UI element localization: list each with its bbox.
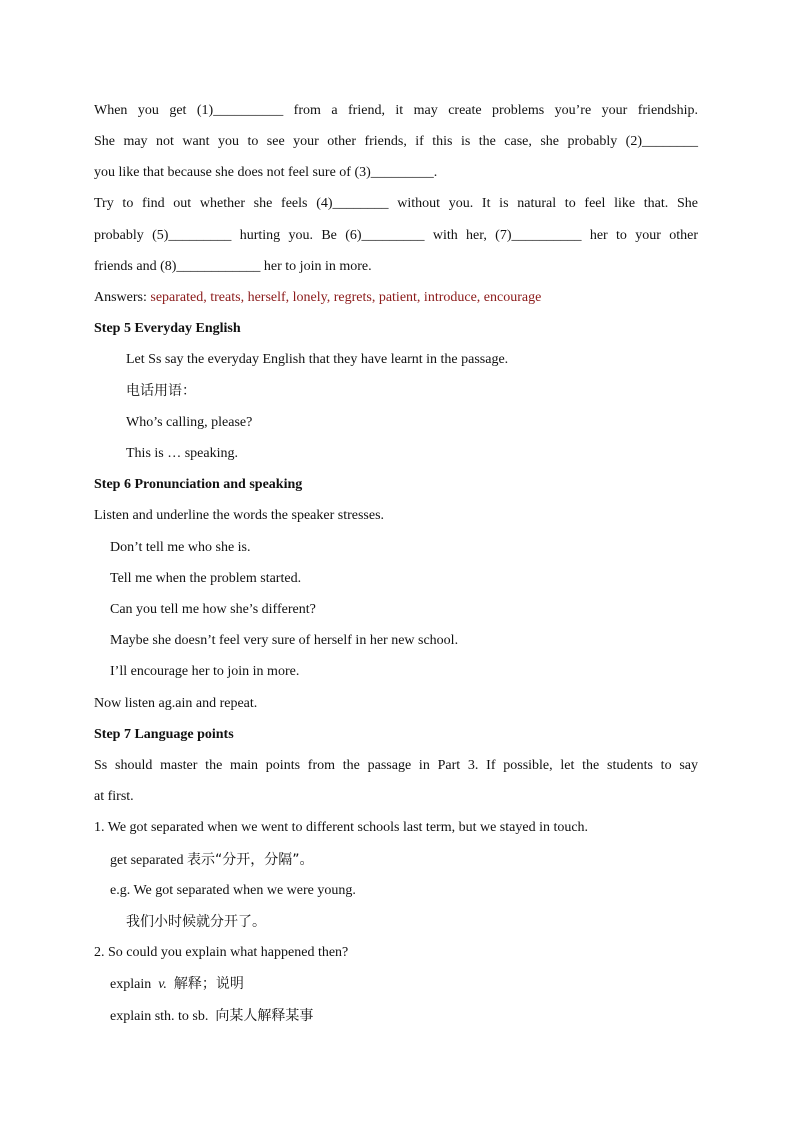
exercise-line-3: you like that because she does not feel sure of (3)_________.: [94, 165, 438, 180]
point2-part-of-speech: v.: [158, 977, 167, 992]
pronunciation-sentence-5: I’ll encourage her to join in more.: [110, 664, 300, 679]
point1-example: e.g. We got separated when we were young.: [110, 883, 356, 898]
exercise-line-4: Try to find out whether she feels (4)________ without you. It is natural to feel like that. She: [94, 196, 698, 211]
point2-phrase-meaning: 向某人解释某事: [215, 1008, 314, 1024]
step5-instruction: Let Ss say the everyday English that they have learnt in the passage.: [126, 352, 509, 367]
step6-instruction: Listen and underline the words the speaker stresses.: [94, 508, 385, 523]
point2-word: explain: [110, 977, 152, 992]
pronunciation-sentence-3: Can you tell me how she’s different?: [110, 602, 316, 617]
point1-meaning: 表示“分开，分隔”。: [186, 852, 314, 868]
pronunciation-sentence-4: Maybe she doesn’t feel very sure of herself in her new school.: [110, 633, 459, 648]
step7-intro-line-2: at first.: [94, 789, 134, 804]
exercise-line-1: When you get (1)__________ from a friend, it may create problems you’re your friendship.: [94, 103, 698, 118]
point2-word-line: [110, 974, 244, 995]
exercise-line-2: She may not want you to see your other friends, if this is the case, she probably (2)________: [94, 134, 698, 149]
language-point-2: 2. So could you explain what happened then?: [94, 945, 349, 960]
point2-phrase-line: [110, 1006, 313, 1027]
point1-phrase-line: [110, 850, 313, 871]
pronunciation-sentence-2: Tell me when the problem started.: [110, 571, 302, 586]
phone-phrase-1: Who’s calling, please?: [126, 415, 253, 430]
pronunciation-sentence-1: Don’t tell me who she is.: [110, 540, 251, 555]
phone-phrase-2: This is … speaking.: [126, 446, 238, 461]
point1-translation: 我们小时候就分开了。: [126, 914, 266, 930]
point1-phrase: get separated: [110, 853, 184, 868]
answers-list: separated, treats, herself, lonely, regrets, patient, introduce, encourage: [150, 290, 542, 305]
phone-phrases-label: 电话用语：: [126, 383, 196, 399]
step6-closing: Now listen ag.ain and repeat.: [94, 696, 258, 711]
step5-title: Step 5 Everyday English: [94, 321, 241, 336]
language-point-1: 1. We got separated when we went to different schools last term, but we stayed in touch.: [94, 820, 589, 835]
point2-word-meaning: 解释；说明: [173, 976, 244, 992]
exercise-line-6: friends and (8)____________ her to join in more.: [94, 259, 372, 274]
step7-title: Step 7 Language points: [94, 727, 234, 742]
step7-intro-line-1: Ss should master the main points from the passage in Part 3. If possible, let the students to say: [94, 758, 698, 773]
answers-line: [94, 288, 541, 308]
answers-label: Answers:: [94, 290, 147, 305]
exercise-line-5: probably (5)_________ hurting you. Be (6)_________ with her, (7)__________ her to your other: [94, 228, 698, 243]
point2-phrase: explain sth. to sb.: [110, 1009, 209, 1024]
step6-title: Step 6 Pronunciation and speaking: [94, 477, 303, 492]
